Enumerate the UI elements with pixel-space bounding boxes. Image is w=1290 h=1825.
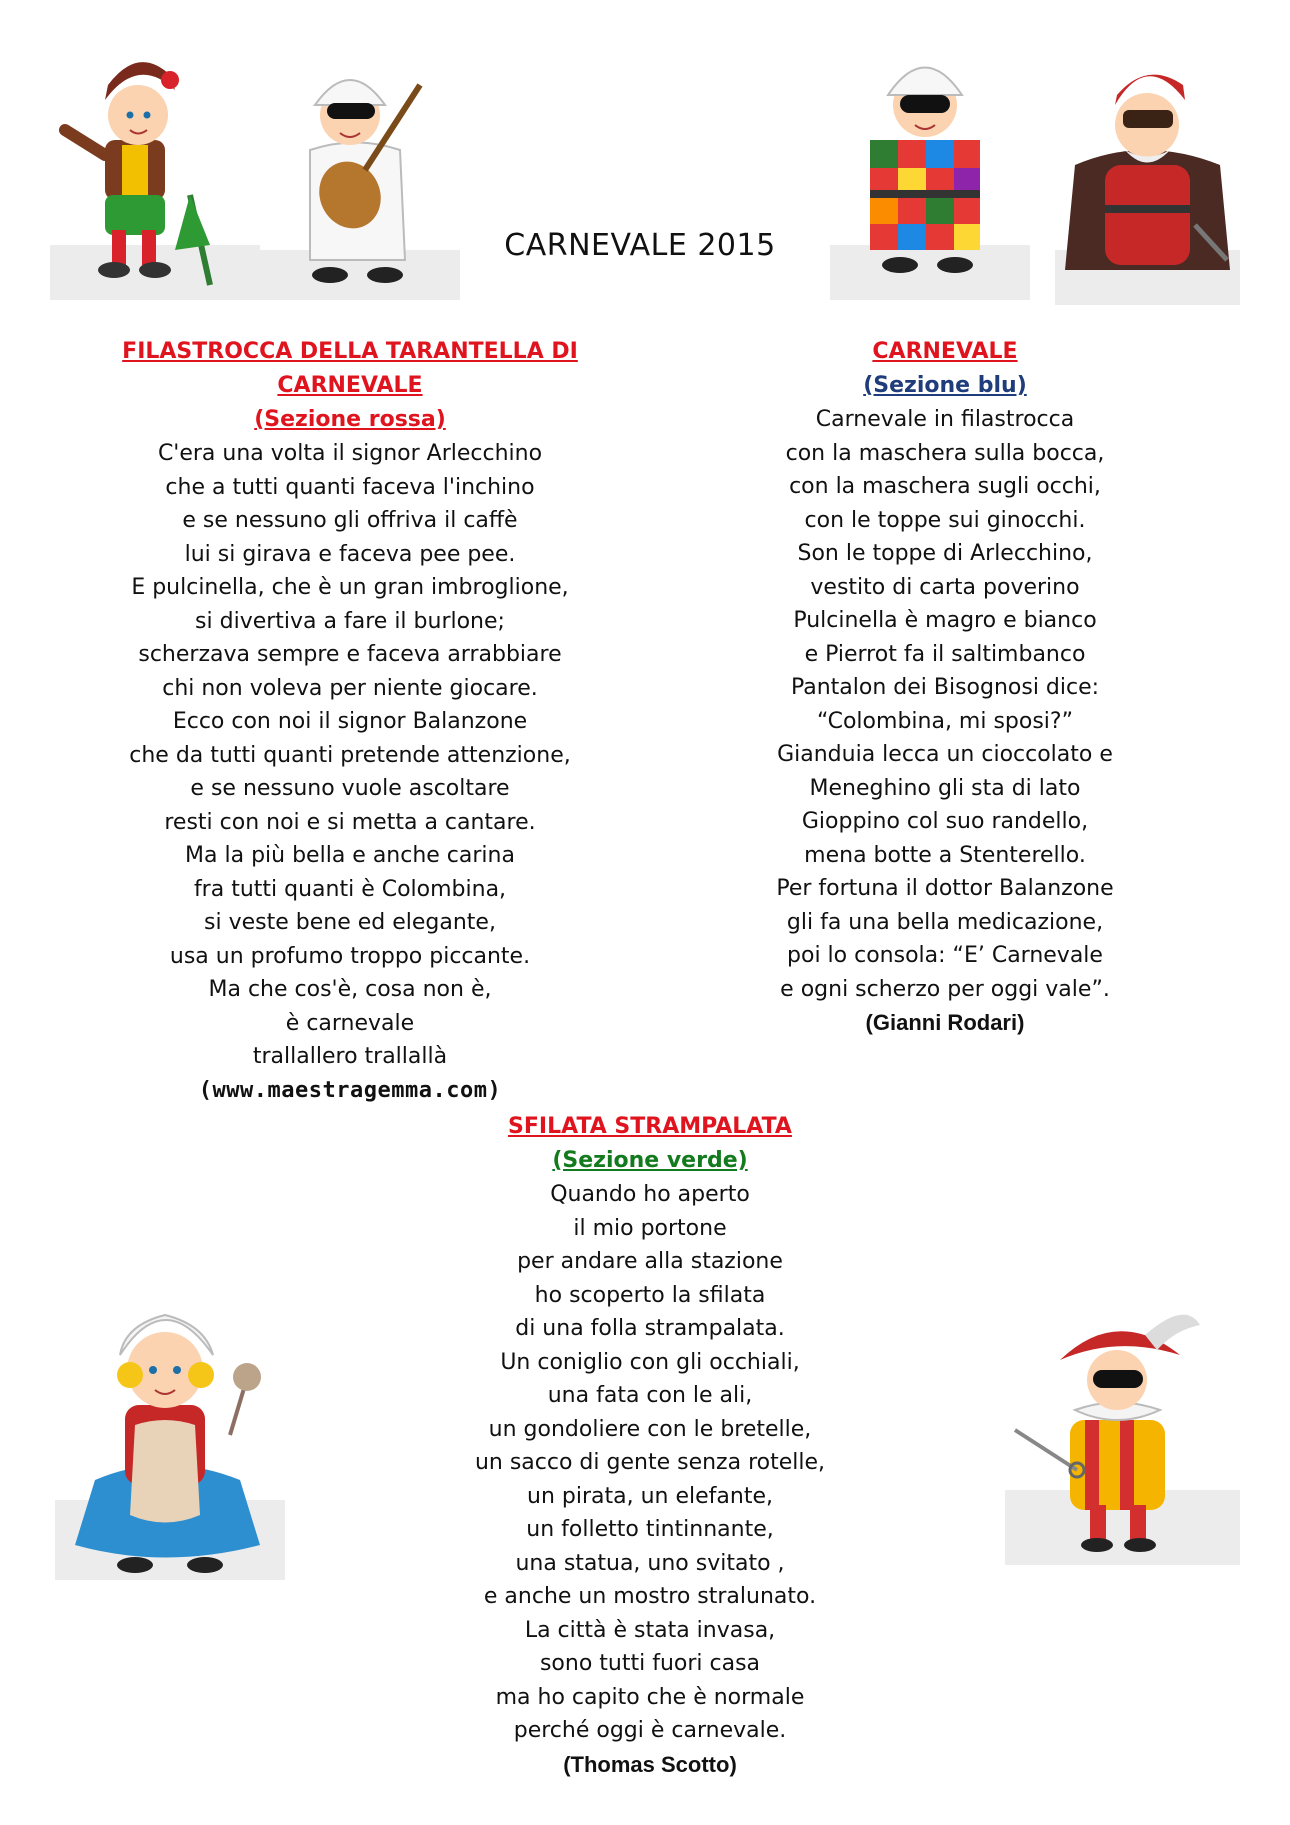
poem-line: Gianduia lecca un cioccolato e (777, 742, 1113, 767)
poem-line: un pirata, un elefante, (527, 1483, 773, 1509)
poem-title: CARNEVALE (872, 339, 1018, 364)
poem-line: mena botte a Stenterello. (804, 842, 1086, 868)
poem-line: lui si girava e faceva pee pee. (184, 541, 516, 567)
poem-line: Ma la più bella e anche carina (185, 843, 515, 868)
poem-line: perché oggi è carnevale. (513, 1718, 787, 1743)
poem-line: e ogni scherzo per oggi vale”. (780, 976, 1110, 1002)
gianduia-character-icon (50, 45, 260, 300)
poem-line: un gondoliere con le bretelle, (488, 1416, 812, 1442)
poem-line: “Colombina, mi sposi?” (817, 708, 1073, 734)
poem-line: e se nessuno vuole ascoltare (190, 776, 510, 801)
poem-line: Son le toppe di Arlecchino, (797, 541, 1093, 566)
poem-line: Gioppino col suo randello, (801, 809, 1089, 834)
pantalone-character-icon (1055, 55, 1240, 305)
poem-line: che a tutti quanti faceva l'inchino (165, 474, 535, 500)
poem-line: per andare alla stazione (517, 1249, 783, 1274)
poem-line: scherzava sempre e faceva arrabbiare (138, 642, 562, 667)
poem-line: trallallero trallallà (252, 1044, 448, 1069)
poem-line: Per fortuna il dottor Balanzone (776, 876, 1114, 901)
poem-line: C'era una volta il signor Arlecchino (157, 441, 543, 466)
poem-line: gli fa una bella medicazione, (786, 909, 1104, 935)
arlecchino-character-icon (830, 40, 1030, 300)
poem-line: una fata con le ali, (547, 1383, 753, 1408)
poem-line: si divertiva a fare il burlone; (195, 608, 505, 634)
poem-title: SFILATA STRAMPALATA (508, 1114, 792, 1139)
poem-author: (Gianni Rodari) (865, 1010, 1025, 1035)
colombina-character-icon (55, 1285, 285, 1580)
poem-line: Quando ho aperto (550, 1182, 750, 1207)
poem-line: Pulcinella è magro e bianco (793, 608, 1097, 633)
poem-line: Pantalon dei Bisognosi dice: (790, 675, 1100, 700)
poem-line: di una folla strampalata. (515, 1316, 785, 1341)
poem-line: una statua, uno svitato , (515, 1550, 785, 1576)
poem-line: usa un profumo troppo piccante. (169, 943, 531, 969)
poem-line: Ecco con noi il signor Balanzone (172, 709, 528, 734)
poem-line: La città è stata invasa, (524, 1617, 776, 1643)
pierrot-character-icon (255, 45, 460, 300)
poem-line: ma ho capito che è normale (495, 1684, 805, 1710)
poem-line: e Pierrot fa il saltimbanco (804, 641, 1086, 667)
poem-carnevale (740, 335, 1150, 1040)
poem-line: Ma che cos'è, cosa non è, (208, 977, 492, 1002)
poem-line: Carnevale in filastrocca (815, 407, 1075, 432)
poem-line: ho scoperto la sfilata (534, 1282, 766, 1308)
poem-line: che da tutti quanti pretende attenzione, (129, 742, 571, 768)
poem-line: Un coniglio con gli occhiali, (500, 1349, 800, 1375)
poem-title: FILASTROCCA DELLA TARANTELLA DI (122, 339, 578, 364)
poem-line: un sacco di gente senza rotelle, (474, 1450, 826, 1475)
poem-author: (Thomas Scotto) (563, 1751, 737, 1777)
poem-line: con la maschera sulla bocca, (785, 440, 1105, 466)
capitan-spaventa-character-icon (985, 1280, 1240, 1565)
poem-line: e se nessuno gli offriva il caffè (182, 508, 518, 533)
poem-line: fra tutti quanti è Colombina, (193, 876, 507, 902)
section-label: (Sezione verde) (552, 1148, 748, 1173)
poem-line: sono tutti fuori casa (539, 1651, 761, 1676)
poem-line: e anche un mostro stralunato. (483, 1584, 817, 1609)
section-label: (Sezione blu) (863, 373, 1027, 398)
poem-sfilata-strampalata (440, 1110, 860, 1782)
poem-line: è carnevale (285, 1010, 415, 1036)
poem-title-continued: CARNEVALE (277, 373, 423, 398)
poem-tarantella (100, 335, 600, 1108)
poem-line: con la maschera sugli occhi, (789, 474, 1101, 499)
poem-line: resti con noi e si metta a cantare. (164, 809, 536, 835)
poem-line: Meneghino gli sta di lato (809, 775, 1081, 801)
poem-line: poi lo consola: “E’ Carnevale (787, 943, 1103, 968)
poem-line: E pulcinella, che è un gran imbroglione, (131, 575, 569, 600)
poem-line: un folletto tintinnante, (526, 1517, 774, 1542)
section-label: (Sezione rossa) (254, 407, 446, 432)
poem-line: vestito di carta poverino (810, 574, 1080, 600)
poem-line: si veste bene ed elegante, (204, 910, 496, 935)
poem-source: (www.maestragemma.com) (198, 1077, 502, 1103)
page-title: CARNEVALE 2015 (504, 228, 776, 263)
poem-line: con le toppe sui ginocchi. (804, 507, 1086, 533)
poem-line: il mio portone (573, 1215, 727, 1241)
poem-line: chi non voleva per niente giocare. (162, 675, 538, 701)
